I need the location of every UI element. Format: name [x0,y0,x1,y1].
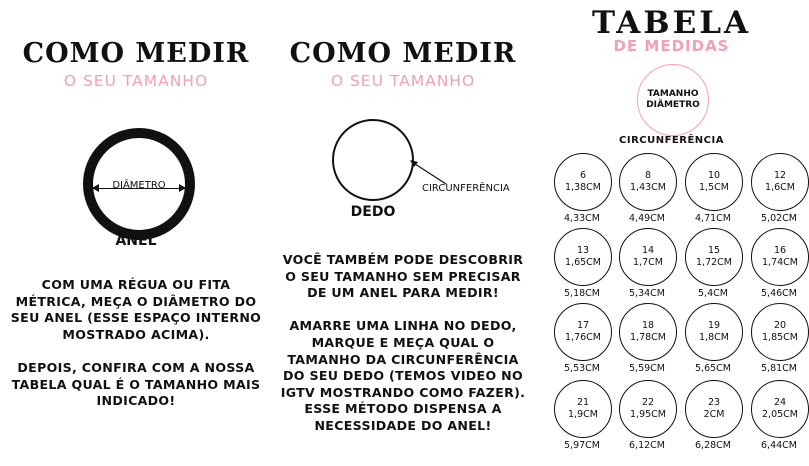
size-entry [616,303,682,379]
instruction-line: VOCÊ TAMBÉM PODE DESCOBRIR [282,252,524,267]
size-number: 18 [641,320,655,331]
size-entry [682,153,748,229]
size-diameter: 1,72CM [696,257,732,268]
size-circle [619,228,677,286]
size-number: 8 [644,170,652,181]
size-diameter: 1,76CM [565,332,601,343]
instruction-line: IGTV MOSTRANDO COMO FAZER). [280,384,526,400]
size-table-subtitle: DE MEDIDAS [613,37,730,55]
diameter-label: DIÂMETRO [112,180,166,191]
legend-circle [637,64,709,136]
instruction-line [0,343,272,360]
size-circumference: 4,33CM [564,213,600,224]
size-circumference: 4,49CM [629,213,665,224]
size-circle [685,228,743,286]
size-diameter: 1,65CM [565,257,601,268]
instruction-line: TAMANHO DA CIRCUNFERÊNCIA [287,351,519,367]
legend-circumference-label: CIRCUNFERÊNCIA [619,135,724,146]
size-entry [616,380,682,456]
size-diameter: 1,38CM [565,182,601,193]
diameter-guide-subtitle: O SEU TAMANHO [63,72,209,90]
size-diameter: 1,74CM [762,257,798,268]
size-diameter: 1,78CM [630,332,666,343]
circumference-guide-title: COMO MEDIR [289,38,517,69]
size-circle [751,380,809,438]
instruction-line: INDICADO! [96,393,176,409]
size-circumference: 5,4CM [698,288,728,299]
legend-size-label: TAMANHO [647,89,699,99]
size-circumference: 6,28CM [695,440,731,451]
size-table-panel [534,0,809,466]
size-circumference: 5,81CM [761,363,797,374]
instruction-line: O SEU TAMANHO SEM PRECISAR [285,268,521,284]
size-circumference: 5,59CM [629,363,665,374]
size-circumference: 5,18CM [564,288,600,299]
size-diameter: 2CM [703,409,725,420]
size-circumference: 5,65CM [695,363,731,374]
legend-diameter-label: DIÂMETRO [646,100,700,110]
size-circumference: 5,97CM [564,440,600,451]
size-entry [616,228,682,304]
size-diameter: 1,5CM [699,182,729,193]
size-circle [554,153,612,211]
size-circle [554,228,612,286]
size-number: 19 [707,320,721,331]
size-entry [748,380,809,456]
size-entry [551,153,617,229]
circumference-label: CIRCUNFERÊNCIA [422,183,510,194]
size-number: 6 [579,170,587,181]
size-entry [616,153,682,229]
size-number: 12 [773,170,787,181]
size-diameter: 1,43CM [630,182,666,193]
size-number: 22 [641,397,655,408]
size-circumference: 6,44CM [761,440,797,451]
size-diameter: 1,9CM [568,409,598,420]
size-diameter: 1,7CM [633,257,663,268]
instruction-line: MOSTRADO ACIMA). [62,326,210,342]
size-circle [619,153,677,211]
diameter-guide-panel [0,0,272,466]
size-circle [751,153,809,211]
size-table-title: TABELA [591,5,752,41]
size-entry [748,303,809,379]
size-number: 10 [707,170,721,181]
size-circle [751,228,809,286]
size-entry [551,303,617,379]
diameter-guide-title: COMO MEDIR [22,38,250,69]
size-diameter: 1,85CM [762,332,798,343]
size-number: 23 [707,397,721,408]
size-number: 13 [576,245,590,256]
instruction-line: DO SEU DEDO (TEMOS VIDEO NO [283,368,523,384]
size-number: 21 [576,397,590,408]
size-entry [682,380,748,456]
ring-label: ANEL [115,233,157,249]
circumference-guide-subtitle: O SEU TAMANHO [330,72,476,90]
size-diameter: 1,8CM [699,332,729,343]
size-entry [748,228,809,304]
size-number: 16 [773,245,787,256]
instruction-line: ESSE MÉTODO DISPENSA A [304,401,502,417]
size-circumference: 5,53CM [564,363,600,374]
size-number: 24 [773,397,787,408]
size-diameter: 1,6CM [765,182,795,193]
circumference-guide-panel [272,0,534,466]
instruction-line: COM UMA RÉGUA OU FITA [41,277,231,292]
size-circle [685,303,743,361]
size-number: 17 [576,320,590,331]
size-circumference: 6,12CM [629,440,665,451]
circumference-instructions [272,252,534,435]
instruction-line: AMARRE UMA LINHA NO DEDO, [289,318,517,334]
size-entry [682,228,748,304]
size-circle [619,303,677,361]
size-circumference: 5,34CM [629,288,665,299]
instruction-line: MÉTRICA, MEÇA O DIÂMETRO DO [15,293,257,309]
size-circumference: 5,46CM [761,288,797,299]
size-circle [554,380,612,438]
size-circle [619,380,677,438]
size-entry [551,228,617,304]
size-number: 14 [641,245,655,256]
size-circle [751,303,809,361]
size-number: 20 [773,320,787,331]
diameter-instructions [0,277,272,410]
size-circle [554,303,612,361]
instruction-line: NECESSIDADE DO ANEL! [314,417,492,433]
size-circle [685,153,743,211]
instruction-line: TABELA QUAL É O TAMANHO MAIS [11,376,261,392]
size-number: 15 [707,245,721,256]
size-entry [748,153,809,229]
size-circumference: 5,02CM [761,213,797,224]
size-entry [551,380,617,456]
instruction-line: DEPOIS, CONFIRA COM A NOSSA [17,359,255,375]
instruction-line: MARQUE E MEÇA QUAL O [311,334,495,350]
size-diameter: 2,05CM [762,409,798,420]
size-entry [682,303,748,379]
finger-label: DEDO [350,204,396,220]
size-circle [685,380,743,438]
size-circumference: 4,71CM [695,213,731,224]
instruction-line: DE UM ANEL PARA MEDIR! [307,285,499,301]
size-diameter: 1,95CM [630,409,666,420]
instruction-line: SEU ANEL (ESSE ESPAÇO INTERNO [10,310,262,326]
instruction-line [272,302,534,319]
